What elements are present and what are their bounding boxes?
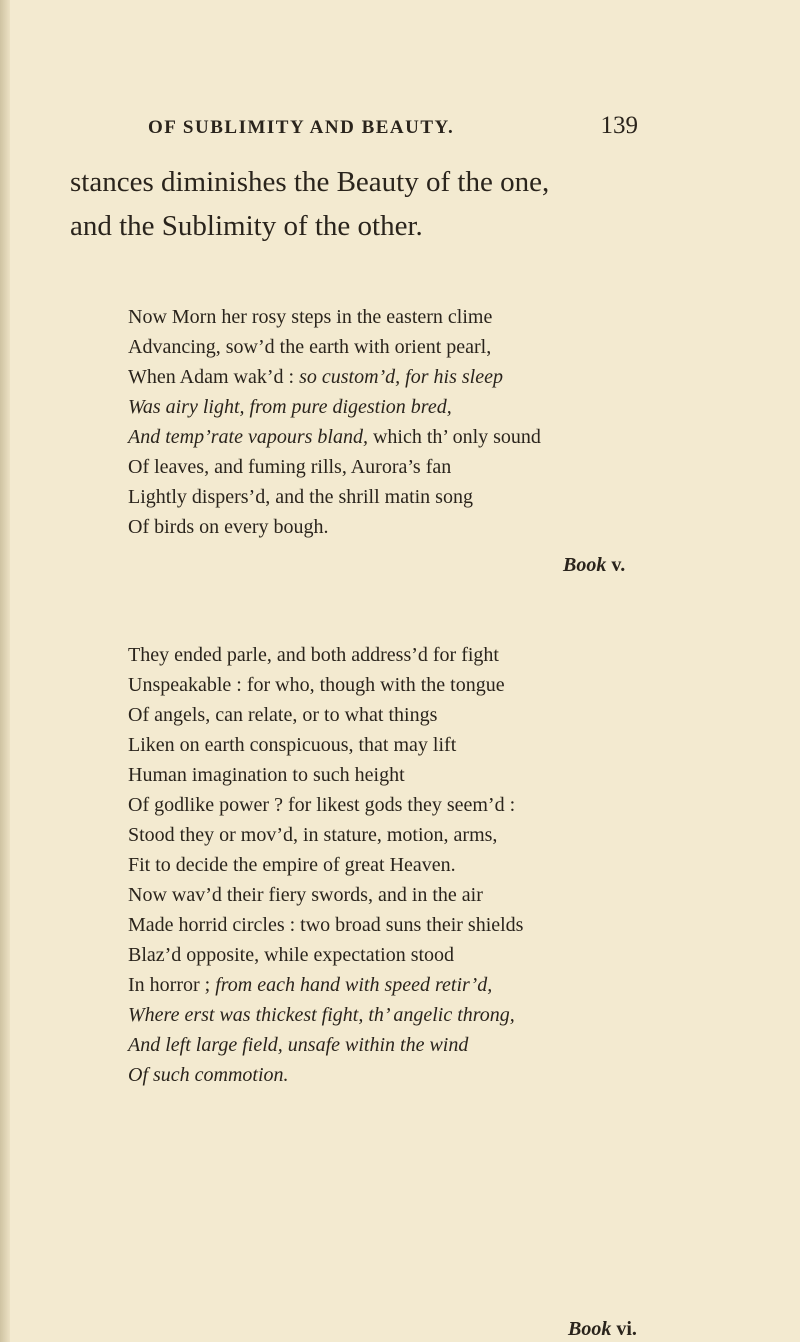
quote-book-v	[128, 302, 626, 576]
verse-line	[128, 700, 523, 730]
verse-line	[128, 790, 523, 820]
verse-segment: Of leaves, and fuming rills, Aurora’s fan	[128, 456, 452, 478]
verse-segment: Stood they or mov’d, in stature, motion, arms,	[128, 824, 498, 846]
verse-segment: Unspeakable : for who, though with the tongue	[128, 674, 505, 696]
verse-lines	[128, 302, 541, 542]
verse-segment: Now wav’d their fiery swords, and in the air	[128, 884, 483, 906]
verse-line	[128, 452, 541, 482]
verse-line	[128, 1030, 523, 1060]
intro-paragraph	[70, 160, 650, 248]
verse-segment: Made horrid circles : two broad suns their shields	[128, 914, 524, 936]
verse-segment-italic: And temp’rate vapours bland,	[128, 426, 368, 448]
attribution-number: vi.	[616, 1318, 637, 1340]
verse-segment-italic: from each hand with speed retir’d,	[215, 974, 493, 996]
verse-line	[128, 392, 541, 422]
verse-line	[128, 482, 541, 512]
verse-line	[128, 880, 523, 910]
verse-segment: Blaz’d opposite, while expectation stood	[128, 944, 455, 966]
verse-segment: Of birds on every bough.	[128, 516, 329, 538]
verse-lines	[128, 640, 523, 1090]
verse-line	[128, 422, 541, 452]
page-number: 139	[600, 112, 638, 139]
verse-segment: Of godlike power ? for likest gods they seem’d :	[128, 794, 516, 816]
verse-line	[128, 332, 541, 362]
verse-segment: Fit to decide the empire of great Heaven.	[128, 854, 456, 876]
verse-line	[128, 302, 541, 332]
verse-line	[128, 970, 523, 1000]
verse-segment: Now Morn her rosy steps in the eastern clime	[128, 306, 493, 328]
running-head: OF SUBLIMITY AND BEAUTY.	[148, 117, 455, 138]
verse-segment: In horror ;	[128, 974, 216, 996]
verse-segment: Human imagination to such height	[128, 764, 405, 786]
verse-segment-italic: so custom’d, for his sleep	[299, 366, 503, 388]
attribution	[563, 554, 625, 577]
attribution	[568, 1318, 637, 1341]
verse-line	[128, 910, 523, 940]
verse-segment-italic: And left large field, unsafe within the wind	[128, 1034, 469, 1056]
verse-line	[128, 730, 523, 760]
verse-line	[128, 760, 523, 790]
verse-line	[128, 850, 523, 880]
verse-segment: Lightly dispers’d, and the shrill matin song	[128, 486, 473, 508]
verse-segment: When Adam wak’d :	[128, 366, 300, 388]
intro-line-1: stances diminishes the Beauty of the one,	[70, 166, 550, 198]
verse-line	[128, 940, 523, 970]
verse-segment: which th’ only sound	[367, 426, 541, 448]
verse-segment-italic: Of such commotion.	[128, 1064, 289, 1086]
intro-line-2: and the Sublimity of the other.	[70, 210, 423, 242]
quote-book-vi	[128, 640, 637, 1340]
verse-line	[128, 670, 523, 700]
verse-line	[128, 820, 523, 850]
verse-line	[128, 362, 541, 392]
attribution-number: v.	[611, 554, 626, 576]
verse-segment: Liken on earth conspicuous, that may lift	[128, 734, 457, 756]
verse-segment: They ended parle, and both address’d for fight	[128, 644, 499, 666]
verse-segment: Of angels, can relate, or to what things	[128, 704, 438, 726]
page-header	[148, 112, 638, 140]
verse-segment-italic: Where erst was thickest fight, th’ angelic throng,	[128, 1004, 515, 1026]
verse-line	[128, 512, 541, 542]
page-edge	[0, 0, 10, 1342]
verse-line	[128, 1000, 523, 1030]
verse-segment-italic: Was airy light, from pure digestion bred,	[128, 396, 452, 418]
verse-line	[128, 640, 523, 670]
verse-segment: Advancing, sow’d the earth with orient pearl,	[128, 336, 492, 358]
attribution-book: Book	[568, 1318, 612, 1340]
verse-line	[128, 1060, 523, 1090]
attribution-book: Book	[563, 554, 607, 576]
